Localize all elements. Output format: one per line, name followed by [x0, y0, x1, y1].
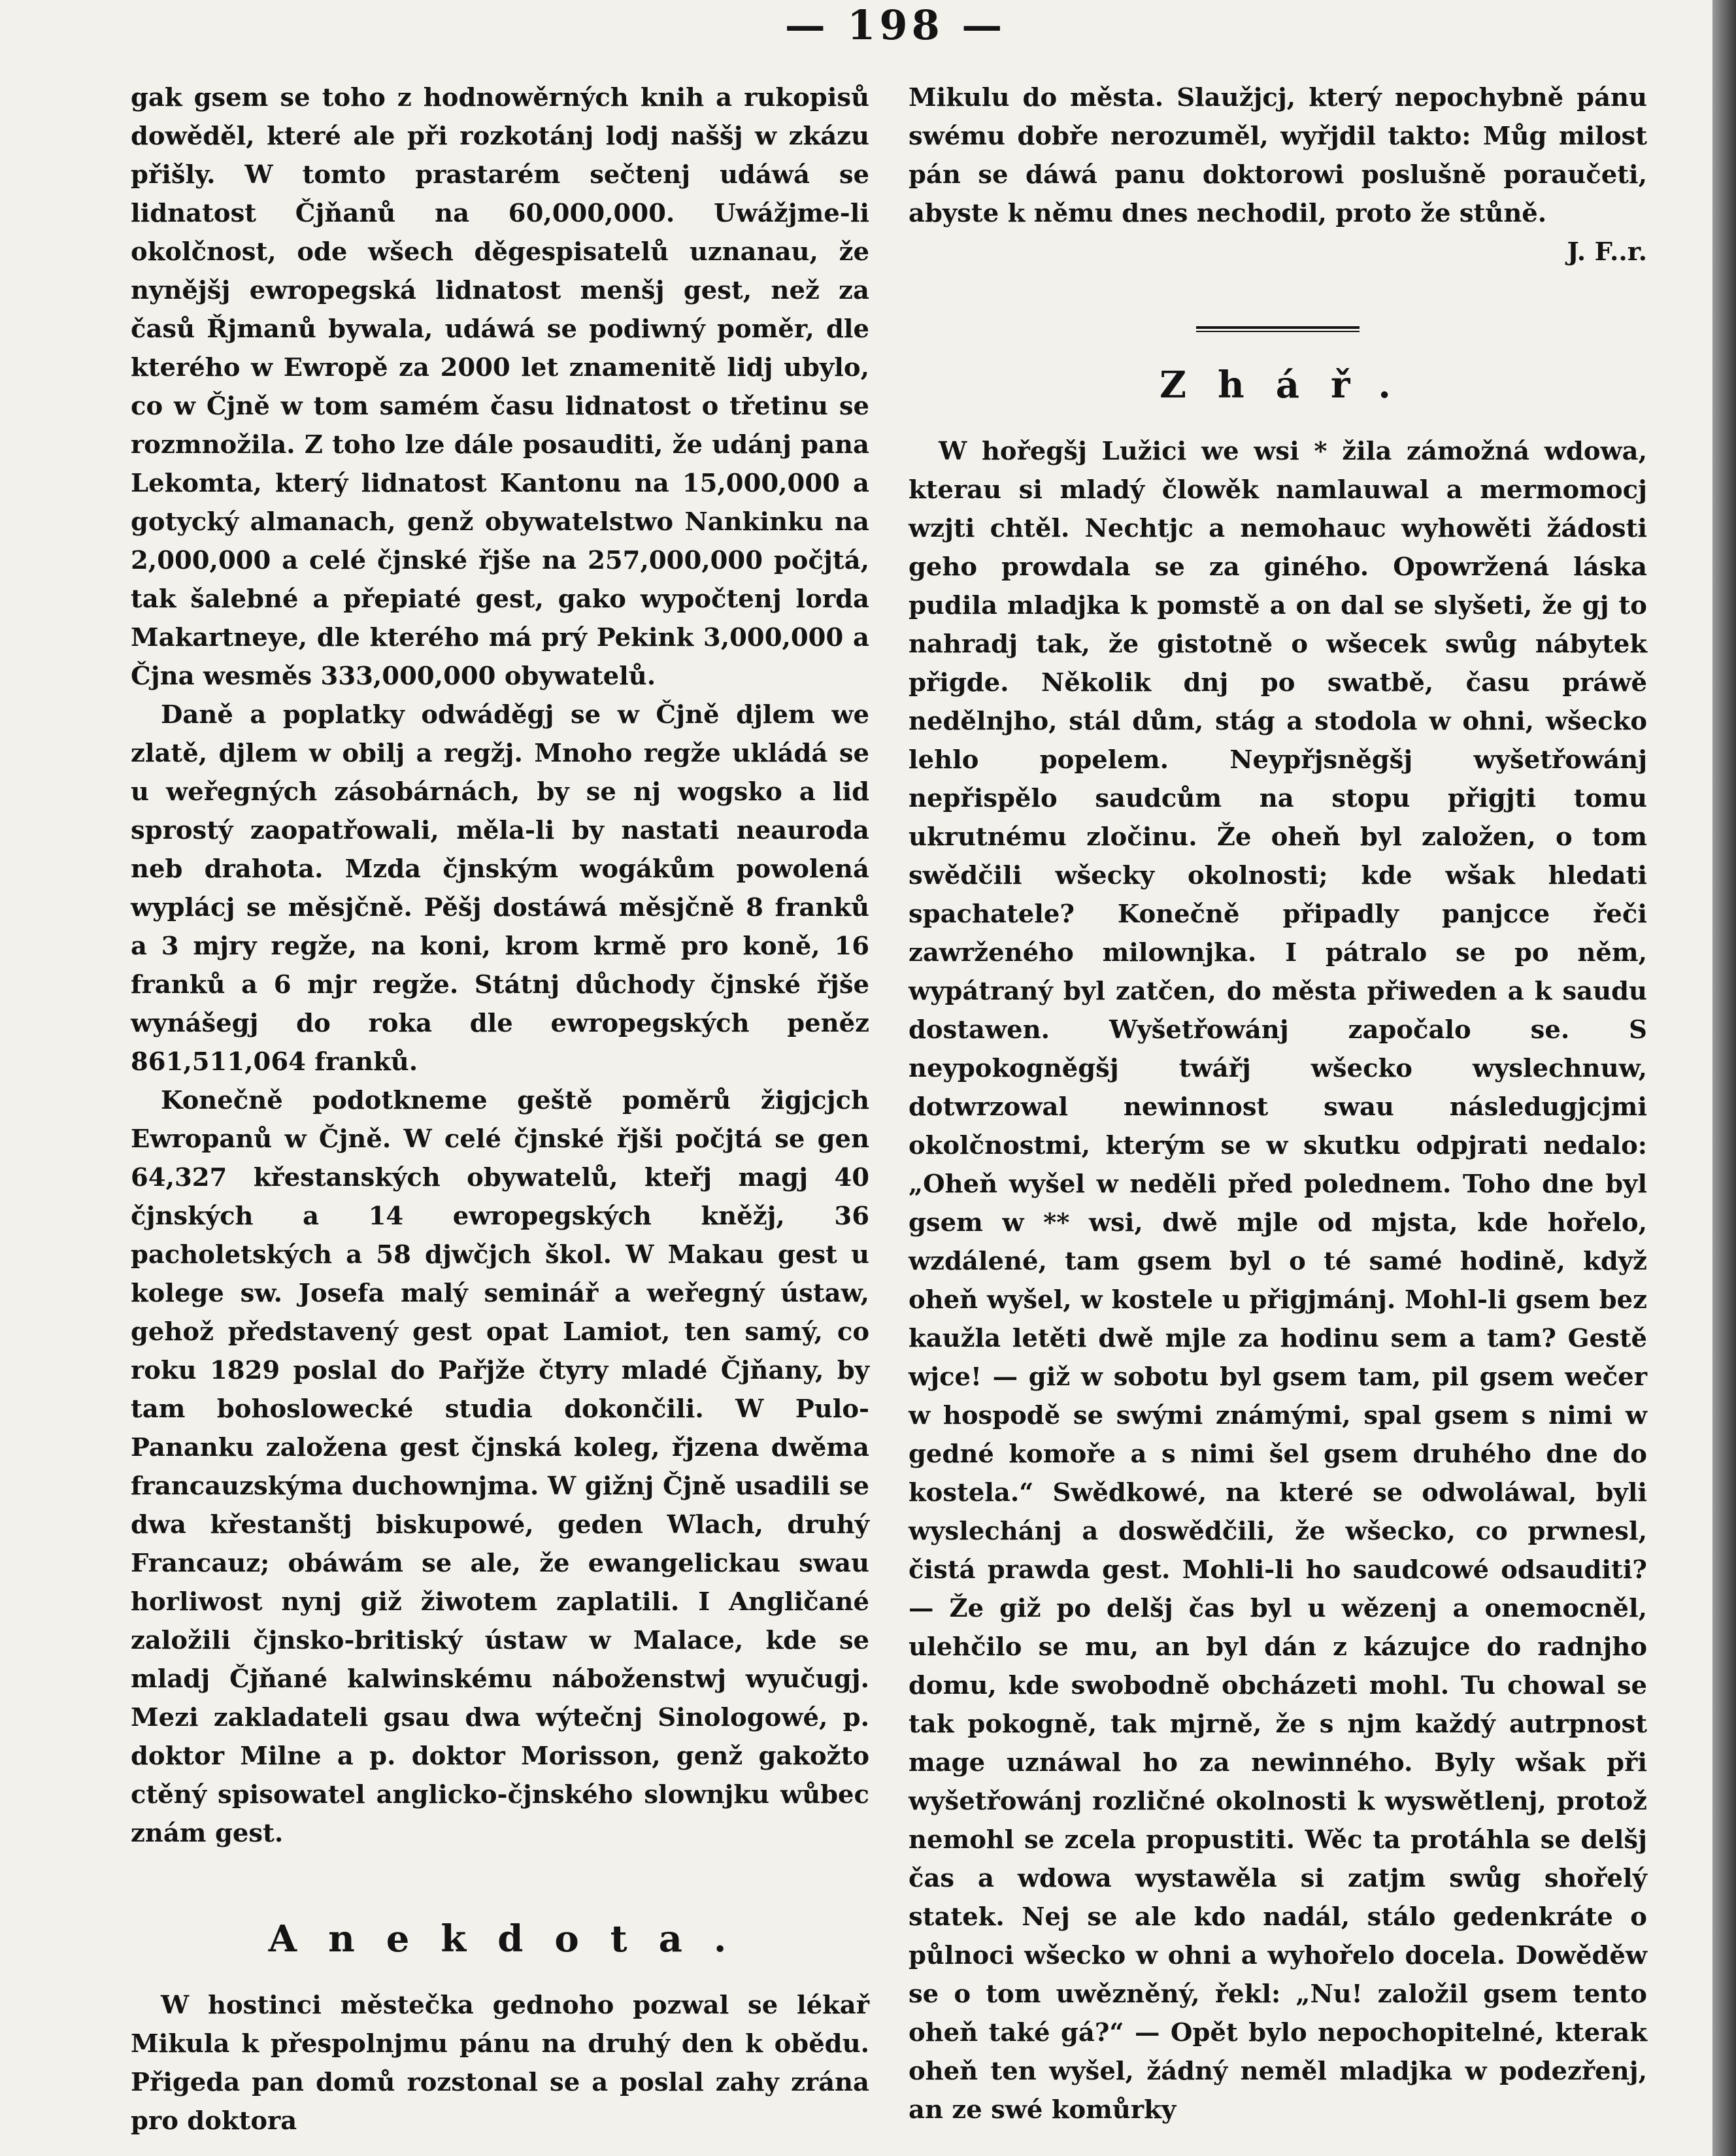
page-number: — 198 —	[784, 1, 1007, 49]
section-gap	[131, 1853, 869, 1904]
anecdote-heading: Anekdota.	[268, 1917, 758, 1961]
anecdote-continuation: Mikulu do města. Slaužjcj, který nepochybně pánu swému dobře nerozuměl, wyřjdil takto: Můg milost pán se dáwá panu doktorowi poslušně poraučeti, abyste k němu dnes nechodil, proto že stůně.	[909, 83, 1647, 228]
paragraph-europeans: Konečně podotkneme geště poměrů žigjcjch Ewropanů w Čjně. W celé čjnské řjši počjtá se gen 64,327 křestanských obywatelů, kteřj magj 40 čjnských a 14 ewropegských kněžj, 36 pacholetských a 58 djwčjch škol. W Makau gest u kolege sw. Josefa malý seminář a weřegný ústaw, gehož představený gest opat Lamiot, ten samý, co roku 1829 poslal do Pařjže čtyry mladé Čjňany, by tam bohoslowecké studia dokončili. W Pulo-Pananku založena gest čjnská koleg, řjzena dwěma francauzskýma duchownjma. W gižnj Čjně usadili se dwa křestanštj biskupowé, geden Wlach, druhý Francauz; obáwám se ale, že ewangelickau swau horliwost nynj giž žiwotem zaplatili. I Angličané založili čjnsko-britiský ústaw w Malace, kde se mladj Čjňané kalwinskému náboženstwj wyučugj. Mezi zakladateli gsau dwa wýtečnj Sinologowé, p. doktor Milne a p. doktor Morisson, genž gakožto ctěný spisowatel anglicko-čjnského slownjku wůbec znám gest.	[131, 1086, 869, 1848]
arsonist-paragraph: W hořegšj Lužici we wsi * žila zámožná wdowa, kterau si mladý člowěk namlauwal a mermomocj wzjti chtěl. Nechtjc a nemohauc wyhowěti žádosti geho prowdala se za giného. Opowržená láska pudila mladjka k pomstě a on dal se slyšeti, že gj to nahradj tak, že gistotně o wšecek swůg nábytek přigde. Několik dnj po swatbě, času práwě nedělnjho, stál dům, stág a stodola w ohni, wšecko lehlo popelem. Neypřjsněgšj wyšetřowánj nepřispělo saudcům na stopu přigjti tomu ukrutnému zločinu. Že oheň byl založen, o tom swědčili wšecky okolnosti; kde wšak hledati spachatele? Konečně připadly panjcce řeči zawrženého milownjka. I pátralo se po něm, wypátraný byl zatčen, do města přiweden a k saudu dostawen. Wyšetřowánj započalo se. S neypokogněgšj twářj wšecko wyslechnuw, dotwrzowal newinnost swau následugjcjmi okolčnostmi, kterým se w skutku odpjrati nedalo: „Oheň wyšel w neděli před polednem. Toho dne byl gsem w ** wsi, dwě mjle od mjsta, kde hořelo, wzdálené, tam gsem byl o té samé hodině, když oheň wyšel, w kostele u přigjmánj. Mohl-li gsem bez kaužla letěti dwě mjle za hodinu sem a tam? Gestě wjce! — giž w sobotu byl gsem tam, pil gsem wečer w hospodě se swými známými, spal gsem s nimi w gedné komoře a s nimi šel gsem druhého dne do kostela.“ Swědkowé, na které se odwoláwal, byli wyslechánj a doswědčili, že wšecko, co prwnesl, čistá prawda gest. Mohli-li ho saudcowé odsauditi? — Že giž po delšj čas byl u wězenj a onemocněl, ulehčilo se mu, an byl dán z kázujce do radnjho domu, kde swobodně obcházeti mohl. Tu chowal se tak pokogně, tak mjrně, že s njm každý autrpnost mage uznáwal ho za newinného. Byly wšak při wyšetřowánj rozličné okolnosti k wyswětlenj, protož nemohl se zcela propustiti. Wěc ta protáhla se delšj čas a wdowa wystawěla si zatjm swůg shořelý statek. Nej se ale kdo nadál, stálo gedenkráte o půlnoci wšecko w ohni a wyhořelo docela. Dowěděw se o tom uwězněný, řekl: „Nu! založil gsem tento oheň také gá?“ — Opět bylo nepochopitelné, kterak oheň ten wyšel, žádný neměl mladjka w podezřenj, an ze swé komůrky	[909, 437, 1647, 2125]
page-edge-shadow	[1712, 0, 1736, 2156]
anecdote-paragraph: W hostinci městečka gednoho pozwal se lékař Mikula k přespolnjmu pánu na druhý den k obědu. Přigeda pan domů rozstonal se a poslal zahy zrána pro doktora	[131, 1991, 869, 2136]
section-divider	[909, 271, 1647, 350]
arsonist-heading: Zhář.	[1160, 363, 1422, 407]
right-column	[909, 78, 1647, 2129]
left-column	[131, 78, 869, 2140]
divider-rule	[1196, 326, 1360, 332]
author-signature: J. F..r.	[1567, 237, 1647, 267]
paragraph-population: gak gsem se toho z hodnowěrných knih a rukopisů dowěděl, které ale při rozkotánj lodj naššj w zkázu přišly. W tomto prastarém sečtenj udáwá se lidnatost Čjňanů na 60,000,000. Uwážjme-li okolčnost, ode wšech děgespisatelů uznanau, že nynějšj ewropegská lidnatost menšj gest, než za časů Řjmanů bywala, udáwá se podiwný poměr, dle kterého w Ewropě za 2000 let znamenitě lidj ubylo, co w Čjně w tom samém času lidnatost o třetinu se rozmnožila. Z toho lze dále posauditi, že udánj pana Lekomta, který lidnatost Kantonu na 15,000,000 a gotycký almanach, genž obywatelstwo Nankinku na 2,000,000 a celé čjnské řjše na 257,000,000 počjtá, tak šalebné a přepiaté gest, gako wypočtenj lorda Makartneye, dle kterého má prý Pekink 3,000,000 a Čjna wesměs 333,000,000 obywatelů.	[131, 83, 869, 691]
paragraph-taxes: Daně a poplatky odwáděgj se w Čjně djlem we zlatě, djlem w obilj a regžj. Mnoho regže ukládá se u weřegných zásobárnách, by se nj wogsko a lid sprostý zaopatřowali, měla-li by nastati neauroda neb drahota. Mzda čjnským wogákům powolená wyplácj se měsjčně. Pěšj dostáwá měsjčně 8 franků a 3 mjry regže, na koni, krom krmě pro koně, 16 franků a 6 mjr regže. Státnj důchody čjnské řjše wynášegj do roka dle ewropegských peněz 861,511,064 franků.	[131, 700, 869, 1077]
